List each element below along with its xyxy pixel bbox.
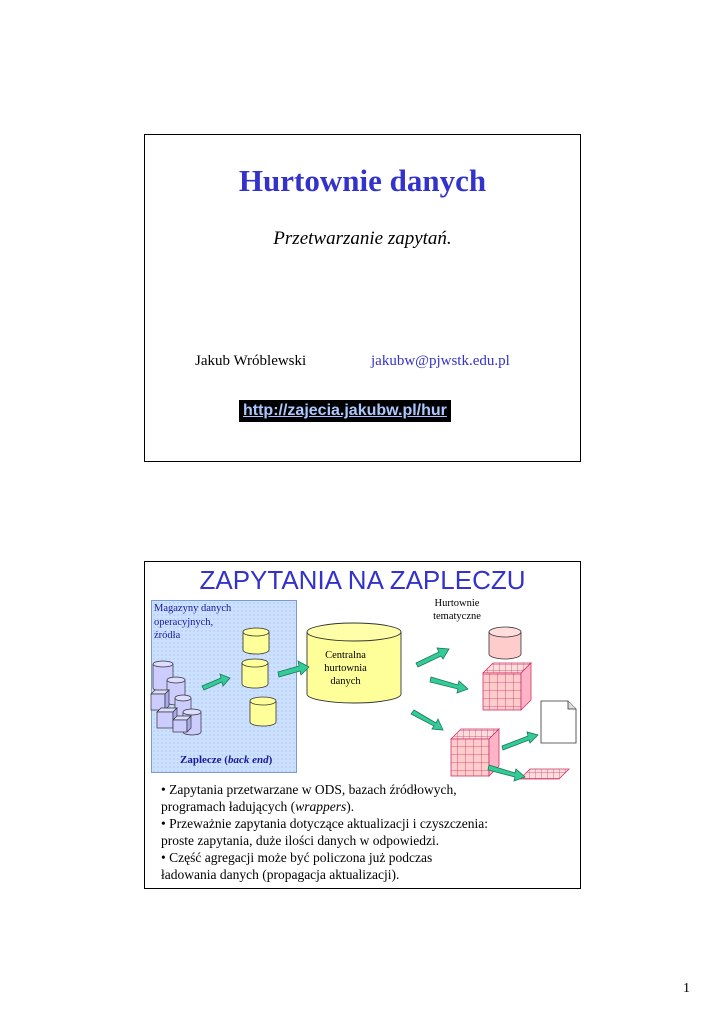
bullet-item: • Część agregacji może być policzona już podczas ładowania danych (propagacja aktualizacji). — [161, 850, 433, 882]
slide-subtitle: Przetwarzanie zapytań. — [273, 228, 452, 249]
bullet-item: • Przeważnie zapytania dotyczące aktualizacji i czyszczenia: proste zapytania, duże ilości danych w odpowiedzi. — [161, 816, 489, 848]
back-end-label: Zaplecze (back end) — [180, 754, 273, 766]
report-document-icon — [541, 701, 576, 743]
operational-db-cluster-icon — [151, 661, 201, 735]
bullet-item: • Zapytania przetwarzane w ODS, bazach źródłowych, programach ładujących (wrappers). — [161, 782, 457, 814]
bullet-list — [161, 781, 571, 883]
author-name: Jakub Wróblewski — [195, 353, 307, 369]
source-cylinder-icon — [242, 628, 276, 726]
central-warehouse-label: Centralna hurtownia danych — [324, 650, 367, 687]
slide-back-end-queries — [144, 561, 581, 889]
data-cube-icon — [520, 769, 569, 779]
slide-title-heading: Hurtownie danych — [238, 163, 487, 198]
page-number: 1 — [683, 981, 690, 996]
slide-title — [144, 134, 581, 462]
author-email-link[interactable]: jakubw@pjwstk.edu.pl — [371, 353, 510, 369]
slide2-title: ZAPYTANIA NA ZAPLECZU — [199, 565, 526, 595]
data-mart-cylinder-icon — [489, 627, 521, 659]
data-marts-label: Hurtownie tematyczne — [433, 598, 481, 622]
data-cube-icon — [483, 663, 531, 710]
course-url-link[interactable]: http://zajecia.jakubw.pl/hur — [239, 400, 451, 422]
sources-label: Magazyny danych operacyjnych, źródła — [154, 603, 232, 641]
